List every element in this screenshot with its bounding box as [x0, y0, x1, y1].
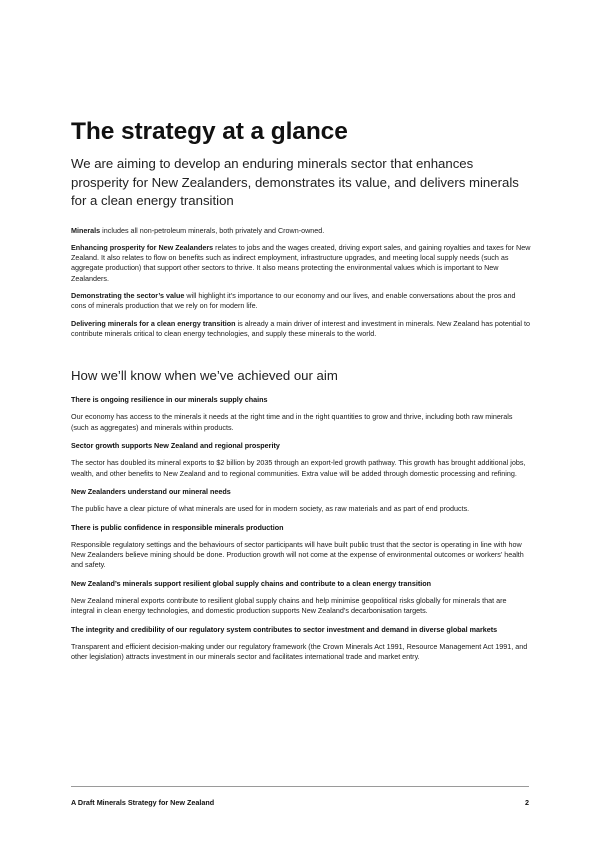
definition-clean-energy: [71, 319, 531, 340]
indicator-body: New Zealand mineral exports contribute to resilient global supply chains and help minimise geopolitical risks globally for minerals that are integral in clean energy technologies, and domestic production supports New Zealand’s decarbonisation targets.: [71, 596, 507, 616]
indicator-body: The sector has doubled its mineral exports to $2 billion by 2035 through an export-led growth pathway. This growth has brought additional jobs, wealth, and other benefits to New Zealand and to regional communities. Extra value will be added through domestic processing and refining.: [71, 458, 526, 478]
aim-heading: How we’ll know when we’ve achieved our aim: [71, 368, 338, 384]
indicator-heading: There is ongoing resilience in our minerals supply chains: [71, 395, 268, 405]
definition-term: Demonstrating the sector’s value: [71, 290, 185, 300]
indicator-heading: New Zealanders understand our mineral needs: [71, 486, 231, 496]
definition-term: Minerals: [71, 225, 101, 235]
indicator-item: [71, 395, 531, 433]
indicator-item: [71, 579, 531, 617]
indicator-item: [71, 523, 531, 571]
indicator-item: [71, 441, 531, 479]
indicator-heading: The integrity and credibility of our regulatory system contributes to sector investment and demand in diverse global markets: [71, 624, 498, 634]
indicator-heading: There is public confidence in responsible minerals production: [71, 522, 284, 532]
indicator-heading: Sector growth supports New Zealand and regional prosperity: [71, 441, 280, 451]
definition-text: will highlight it’s importance to our economy and our lives, and enable conversations about the pros and cons of minerals production that we rely on for modern life.: [71, 290, 516, 311]
definition-value: [71, 291, 531, 312]
indicator-item: [71, 487, 531, 515]
indicator-body: Transparent and efficient decision-making under our regulatory framework (the Crown Minerals Act 1991, Resource Management Act 1991, and other legislation) attracts investment in our minerals sector and facilitates international trade and market entry.: [71, 641, 528, 662]
definitions-section: [71, 226, 531, 340]
indicator-body: The public have a clear picture of what minerals are used for in modern society, as raw materials and as part of end products.: [71, 504, 470, 514]
definition-text: relates to jobs and the wages created, driving export sales, and gaining royalties and taxes for New Zealand. It also relates to flow on benefits such as indirect employment, infrastructure upgrades, and meeting local supply needs (such as aggregate production) that support other sectors to thrive. It also means protecting the environmental values which is important to New Zealanders.: [71, 242, 531, 283]
indicator-item: [71, 625, 531, 663]
definition-text: includes all non-petroleum minerals, both privately and Crown-owned.: [100, 225, 325, 235]
footer-page-number: 2: [525, 798, 529, 807]
definition-minerals: [71, 226, 531, 236]
indicator-body: Our economy has access to the minerals it needs at the right time and in the right quantities to grow and thrive, including both raw minerals (such as aggregates) and minerals within products.: [71, 412, 513, 432]
indicator-heading: New Zealand’s minerals support resilient global supply chains and contribute to a clean energy transition: [71, 578, 431, 588]
page-subtitle: We are aiming to develop an enduring minerals sector that enhances prosperity for New Zealanders, demonstrates its value, and delivers minerals for a clean energy transition: [71, 156, 519, 208]
definition-prosperity: [71, 243, 531, 284]
indicator-body: Responsible regulatory settings and the behaviours of sector participants will have built public trust that the sector is operating in line with how New Zealanders believe mining should be done. Production growth will not come at the expense of environmental outcomes or workers’ health and safety.: [71, 539, 524, 570]
definition-term: Enhancing prosperity for New Zealanders: [71, 242, 214, 252]
indicators-list: [71, 395, 531, 662]
page-title: The strategy at a glance: [71, 118, 348, 145]
footer-divider: [71, 786, 529, 787]
definition-term: Delivering minerals for a clean energy transition: [71, 318, 236, 328]
footer-document-title: A Draft Minerals Strategy for New Zealand: [71, 798, 215, 807]
page-content: [71, 117, 531, 671]
definition-text: is already a main driver of interest and investment in minerals. New Zealand has potential to contribute minerals critical to clean energy technologies, and supply these minerals to the world.: [71, 318, 531, 338]
